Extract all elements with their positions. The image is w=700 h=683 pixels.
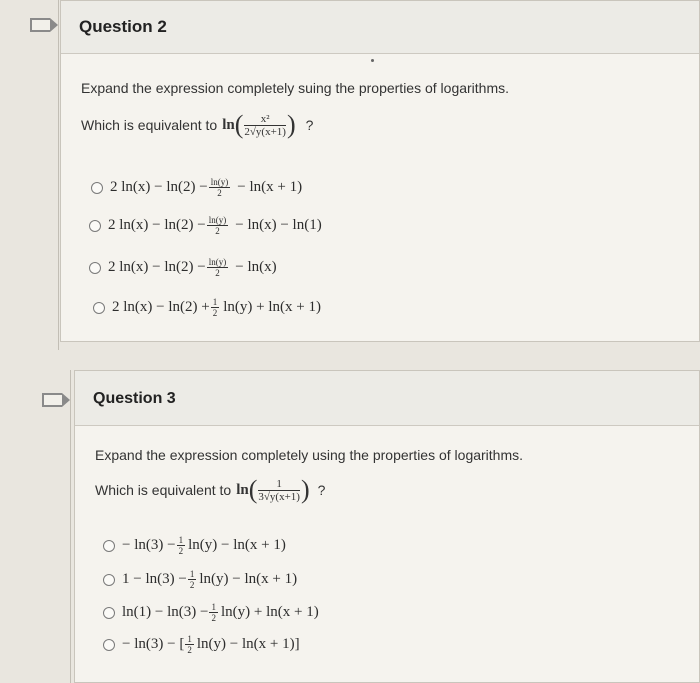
- fraction-denominator: 2: [215, 226, 220, 236]
- fraction-denominator: 2: [215, 268, 220, 278]
- option-text-post: − ln(x): [235, 259, 277, 275]
- option-fraction: [209, 177, 231, 198]
- option-text-pre: 2 ln(x) − ln(2) +: [112, 299, 210, 315]
- option-text-post: − ln(x + 1): [237, 179, 303, 195]
- fraction-denominator: 2√y(x+1): [244, 125, 286, 138]
- fraction-denominator: 3√y(x+1): [258, 490, 300, 503]
- answer-option-1[interactable]: [91, 177, 302, 198]
- fraction-denominator: 2: [189, 580, 195, 590]
- right-paren: ): [300, 475, 310, 504]
- option-text-post: ln(y) + ln(x + 1): [223, 299, 321, 315]
- fraction-numerator: ln(y): [210, 177, 229, 187]
- question-2-title: Question 2: [79, 17, 167, 36]
- fraction-denominator: 2: [217, 188, 222, 198]
- question-mark: ?: [317, 482, 326, 498]
- fraction-numerator: x²: [244, 113, 286, 126]
- fraction-numerator: ln(y): [208, 215, 227, 225]
- answer-option-4[interactable]: [93, 297, 321, 318]
- prompt-prefix: Which is equivalent to: [95, 482, 232, 498]
- question-2-card: [60, 0, 700, 342]
- option-fraction: [209, 602, 218, 623]
- answer-option-4[interactable]: [103, 634, 300, 655]
- option-text-post: ln(y) − ln(x + 1): [199, 571, 298, 587]
- flag-icon[interactable]: [42, 393, 62, 407]
- option-fraction: [188, 569, 197, 590]
- question-3-card: [74, 370, 700, 683]
- option-fraction: [177, 535, 186, 556]
- radio-button[interactable]: [103, 540, 115, 552]
- radio-button[interactable]: [89, 262, 101, 274]
- flag-icon[interactable]: [30, 18, 50, 32]
- option-fraction: [211, 297, 220, 318]
- fraction-numerator: 1: [178, 535, 184, 545]
- option-text-post: ln(y) + ln(x + 1): [220, 604, 319, 620]
- fraction-denominator: 2: [211, 613, 216, 623]
- right-paren: ): [286, 110, 296, 139]
- ln-label: ln: [222, 116, 235, 133]
- option-text-pre: 2 ln(x) − ln(2) −: [108, 217, 206, 233]
- fraction-numerator: ln(y): [208, 257, 227, 267]
- fraction-numerator: 1: [187, 634, 192, 644]
- radio-button[interactable]: [103, 607, 115, 619]
- option-text-pre: − ln(3) −: [122, 537, 176, 553]
- expression-fraction: [244, 113, 286, 138]
- fraction-denominator: 2: [178, 546, 184, 556]
- left-paren: (: [248, 475, 258, 504]
- radio-button[interactable]: [91, 182, 103, 194]
- answer-option-3[interactable]: [89, 257, 277, 278]
- option-text-post: ln(y) − ln(x + 1)]: [196, 636, 300, 652]
- option-text-pre: 2 ln(x) − ln(2) −: [110, 179, 208, 195]
- fraction-denominator: 2: [187, 645, 192, 655]
- fraction-numerator: 1: [212, 297, 218, 307]
- prompt-prefix: Which is equivalent to: [81, 117, 218, 133]
- fraction-numerator: 1: [189, 569, 195, 579]
- option-text-post: − ln(x) − ln(1): [235, 217, 322, 233]
- option-text-pre: 2 ln(x) − ln(2) −: [108, 259, 206, 275]
- question-3-title: Question 3: [93, 390, 176, 407]
- option-fraction: [207, 215, 229, 236]
- option-text-pre: ln(1) − ln(3) −: [122, 604, 209, 620]
- answer-option-3[interactable]: [103, 602, 319, 623]
- radio-button[interactable]: [103, 639, 115, 651]
- ln-label: ln: [236, 481, 249, 498]
- question-3-instruction: Expand the expression completely using the properties of logarithms.: [95, 447, 524, 463]
- left-paren: (: [234, 110, 244, 139]
- question-2-prompt: [81, 110, 313, 140]
- fraction-denominator: 2: [212, 308, 218, 318]
- radio-button[interactable]: [103, 574, 115, 586]
- answer-option-2[interactable]: [89, 215, 322, 236]
- divider: [70, 370, 71, 683]
- question-mark: ?: [305, 117, 314, 133]
- option-text-pre: − ln(3) − [: [122, 636, 185, 652]
- option-fraction: [185, 634, 194, 655]
- fraction-numerator: 1: [258, 478, 300, 491]
- radio-button[interactable]: [89, 220, 101, 232]
- marker-dot: [371, 59, 374, 62]
- question-3-prompt: [95, 475, 325, 505]
- fraction-numerator: 1: [211, 602, 216, 612]
- answer-option-2[interactable]: [103, 569, 297, 590]
- option-text-post: ln(y) − ln(x + 1): [188, 537, 286, 553]
- answer-option-1[interactable]: [103, 535, 286, 556]
- radio-button[interactable]: [93, 302, 105, 314]
- question-2-instruction: Expand the expression completely suing the properties of logarithms.: [81, 80, 510, 96]
- option-text-pre: 1 − ln(3) −: [122, 571, 187, 587]
- divider: [58, 0, 59, 350]
- option-fraction: [207, 257, 229, 278]
- expression-fraction: [258, 478, 300, 503]
